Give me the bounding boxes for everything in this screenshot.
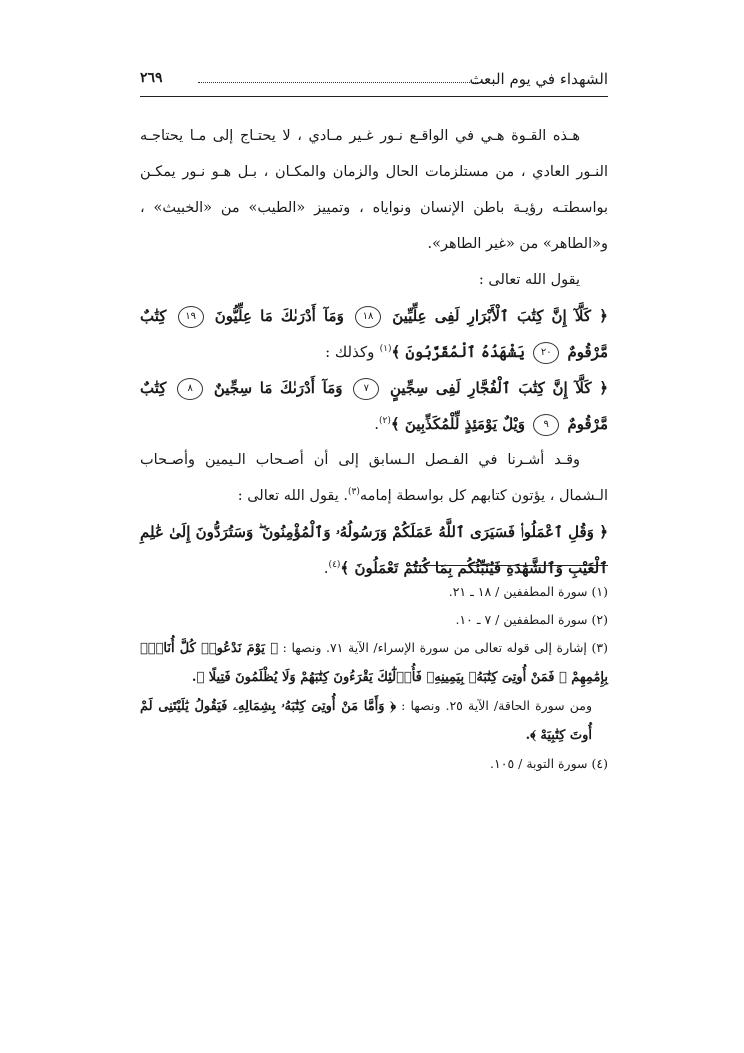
paragraph-2 bbox=[140, 442, 608, 514]
verse-text: وَمَآ أَدْرَىٰكَ مَا سِجِّينٌ bbox=[213, 379, 343, 397]
page-number: ٢٦٩ bbox=[140, 70, 163, 86]
footnote-ref: (٣) bbox=[348, 487, 360, 498]
verse-text: كِتَٰبٌ مَّرْقُومٌ bbox=[140, 307, 608, 361]
footnote-3-cont-text: ومن سورة الحاقة/ الآية ٢٥. ونصها : bbox=[401, 698, 592, 713]
footnote-ref: (٤) bbox=[328, 560, 341, 570]
running-title: الشهداء في يوم البعث bbox=[469, 70, 608, 88]
verse-text: يَشْهَدُهُ ٱلْمُقَرَّبُونَ bbox=[405, 343, 525, 361]
footnote-1: (١) سورة المطففين / ١٨ ـ ٢١. bbox=[448, 584, 608, 599]
running-header bbox=[140, 70, 608, 96]
footnote-3-cont-verse: ﴿ وَأَمَّا مَنْ أُوتِىَ كِتَٰبَهُۥ بِشِمَالِهِۦ فَيَقُولُ يَٰلَيْتَنِى لَمْ أُوتَ كِتَٰبِيَهْ ﴾. bbox=[140, 699, 592, 743]
ayah-number: ٩ bbox=[533, 414, 559, 436]
verse-close-bracket: ﴾ bbox=[340, 559, 350, 577]
paragraph-2-text: وقـد أشـرنا في الفـصل الـسابق إلى أن أصـحاب الـيمين وأصـحاب الـشمال ، يؤتون كتابهم كل بواسطة إمامه bbox=[140, 452, 608, 504]
dot-leader bbox=[198, 82, 490, 83]
header-rule bbox=[140, 96, 608, 97]
verse-tail: . bbox=[374, 415, 380, 433]
verse-text: كِتَٰبٌ مَّرْقُومٌ bbox=[140, 379, 608, 433]
ayah-number: ١٩ bbox=[178, 306, 204, 328]
verse-text: كَلَّآ إِنَّ كِتَٰبَ ٱلْأَبْرَارِ لَفِى عِلِّيِّينَ bbox=[392, 307, 591, 325]
verse-close-bracket: ﴾ bbox=[391, 343, 401, 361]
footnote-ref: (٢) bbox=[379, 416, 391, 426]
verse-text: وَيْلٌ يَوْمَئِذٍ لِّلْمُكَذِّبِينَ bbox=[404, 415, 525, 433]
verse-open-bracket: ﴿ bbox=[599, 379, 608, 397]
verse-text: وَقُلِ ٱعْمَلُوا۟ فَسَيَرَى ٱللَّهُ عَمَلَكُمْ وَرَسُولُهُۥ وَٱلْمُؤْمِنُونَ ۖ وَسَتُرَدُّونَ إِلَىٰ عَٰلِمِ ٱلْغَيْبِ وَٱلشَّهَٰدَةِ فَيُنَبِّئُكُم بِمَا كُنتُمْ تَعْمَلُونَ bbox=[140, 523, 608, 577]
paragraph-2-tail: . يقول الله تعالى : bbox=[237, 488, 349, 504]
verse-close-bracket: ﴾ bbox=[390, 415, 400, 433]
footnote-3-text: (٣) إشارة إلى قوله تعالى من سورة الإسراء/ الآية ٧١. ونصها : bbox=[282, 640, 608, 655]
quran-verse-1 bbox=[140, 298, 608, 370]
verse-text: كَلَّآ إِنَّ كِتَٰبَ ٱلْفُجَّارِ لَفِى سِجِّينٍ bbox=[389, 379, 592, 397]
main-text bbox=[140, 118, 608, 586]
verse-tail: . bbox=[323, 559, 329, 577]
ayah-number: ٢٠ bbox=[533, 342, 559, 364]
footnotes bbox=[140, 578, 608, 778]
footnote-ref: (١) bbox=[379, 344, 392, 354]
footnote-3-continued bbox=[140, 692, 608, 750]
quran-verse-3 bbox=[140, 514, 608, 586]
footnote-3 bbox=[140, 634, 608, 692]
ayah-number: ٧ bbox=[353, 378, 379, 400]
ayah-number: ٨ bbox=[177, 378, 203, 400]
verse-open-bracket: ﴿ bbox=[599, 307, 608, 325]
verse-tail: وكذلك : bbox=[325, 343, 375, 361]
footnote-3-verse: ﴿ يَوْمَ نَدْعُوا۟ كُلَّ أُنَاسٍۭ بِإِمَٰمِهِمْ ۖ فَمَنْ أُوتِىَ كِتَٰبَهُۥ بِيَمِينِهِۦ فَأُو۟لَٰٓئِكَ يَقْرَءُونَ كِتَٰبَهُمْ وَلَا يُظْلَمُونَ فَتِيلًا ﴾. bbox=[140, 641, 608, 685]
ayah-number: ١٨ bbox=[355, 306, 381, 328]
quote-intro-1: يقول الله تعالى : bbox=[478, 272, 580, 288]
footnote-2: (٢) سورة المطففين / ٧ ـ ١٠. bbox=[455, 612, 608, 627]
paragraph-1: هـذه القـوة هـي في الواقـع نـور غـير مـادي ، لا يحتـاج إلى مـا يحتاجـه النـور العادي ، من مستلزمات الحال والزمان والمكـان ، بـل هـو نـور يمكـن بواسطتـه رؤيـة باطن الإنسان ونواياه ، وتمييز «الطيب» من «الخبيث» ، و«الطاهر» من «غير الطاهر». bbox=[140, 128, 608, 252]
verse-text: وَمَآ أَدْرَىٰكَ مَا عِلِّيُّونَ bbox=[214, 307, 344, 325]
verse-open-bracket: ﴿ bbox=[599, 523, 608, 541]
footnote-4: (٤) سورة التوبة / ١٠٥. bbox=[490, 756, 608, 771]
quran-verse-2 bbox=[140, 370, 608, 442]
footnote-separator bbox=[410, 565, 608, 566]
